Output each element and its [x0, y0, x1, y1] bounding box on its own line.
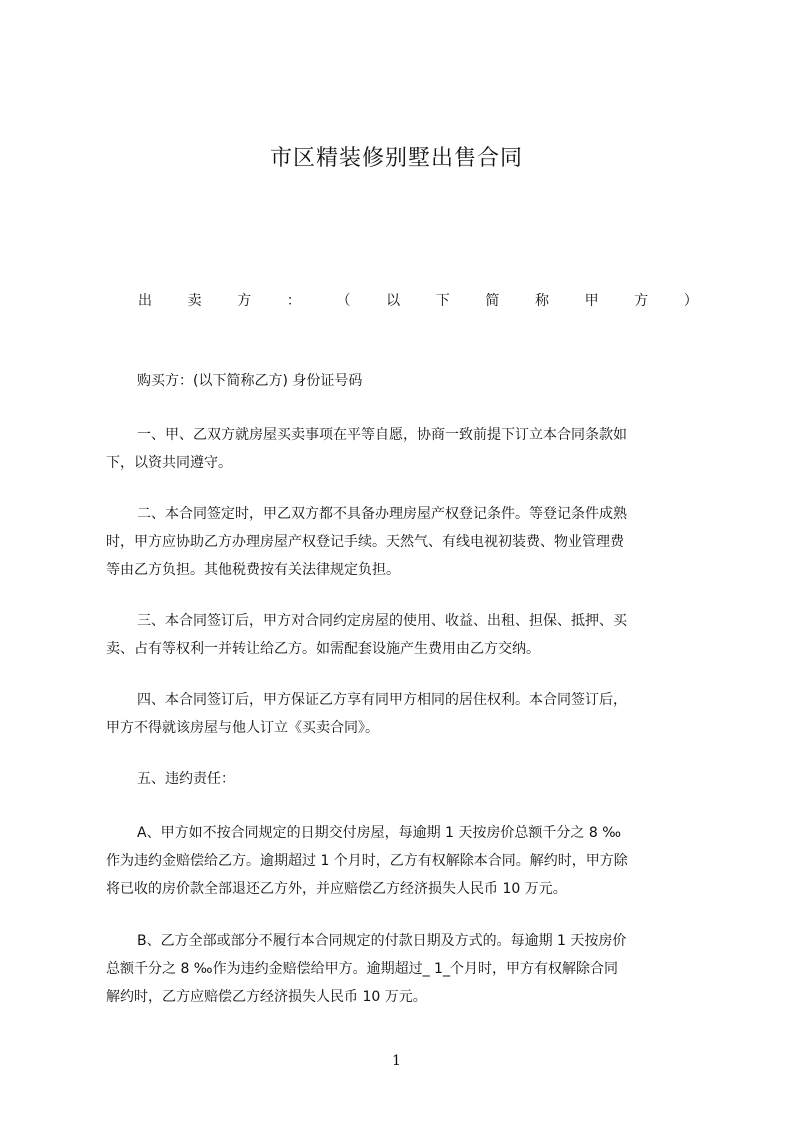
clause-a — [106, 819, 702, 903]
seller-char: ： — [286, 293, 301, 309]
seller-char: 卖 — [187, 293, 202, 309]
page-number: 1 — [392, 1053, 401, 1069]
seller-char: 以 — [386, 293, 401, 309]
clause-line: 一、甲、乙双方就房屋买卖事项在平等自愿，协商一致前提下订立本合同条款如 — [137, 427, 627, 443]
section-heading: 五、违约责任： — [137, 771, 235, 787]
clause-line: 四、本合同签订后，甲方保证乙方享有同甲方相同的居住权利。本合同签订后， — [137, 692, 627, 708]
seller-char: 下 — [435, 293, 450, 309]
seller-char: 方 — [237, 293, 252, 309]
clause-b — [106, 927, 702, 1011]
clause-line: 卖、占有等权利一并转让给乙方。如需配套设施产生费用由乙方交纳。 — [106, 641, 540, 657]
clause-line: 甲方不得就该房屋与他人订立《买卖合同》。 — [106, 720, 379, 736]
seller-char: 出 — [138, 293, 152, 309]
clause-4 — [106, 686, 702, 742]
clause-line: A、甲方如不按合同规定的日期交付房屋，每逾期 1 天按房价总额千分之 8 ‰ — [137, 825, 621, 841]
clause-line: 解约时，乙方应赔偿乙方经济损失人民币 10 万元。 — [106, 989, 427, 1005]
clause-line: B、乙方全部或部分不履行本合同规定的付款日期及方式的。每逾期 1 天按房价 — [137, 933, 627, 949]
clause-line: 将已收的房价款全部退还乙方外，并应赔偿乙方经济损失人民币 10 万元。 — [106, 881, 567, 897]
buyer-line: 购买方：(以下简称乙方) 身份证号码 — [137, 373, 363, 389]
seller-char: 甲 — [584, 293, 599, 309]
clause-2 — [106, 500, 702, 584]
clause-line: 等由乙方负担。其他税费按有关法律规定负担。 — [106, 562, 400, 578]
clause-line: 总额千分之 8 ‰作为违约金赔偿给甲方。逾期超过_ 1_个月时，甲方有权解除合同 — [106, 961, 618, 977]
clause-3 — [106, 607, 702, 663]
seller-char: 方 — [634, 293, 649, 309]
seller-char: ） — [683, 293, 698, 309]
clause-line: 作为违约金赔偿给乙方。逾期超过 1 个月时，乙方有权解除本合同。解约时，甲方除 — [106, 853, 628, 869]
seller-char: （ — [336, 293, 351, 309]
seller-line — [138, 290, 698, 310]
seller-char: 称 — [535, 293, 549, 309]
clause-line: 二、本合同签定时，甲乙双方都不具备办理房屋产权登记条件。等登记条件成熟 — [137, 506, 627, 522]
clause-1 — [106, 421, 702, 477]
clause-line: 下，以资共同遵守。 — [106, 455, 232, 471]
clause-5-heading — [106, 765, 702, 793]
buyer-paragraph — [106, 367, 702, 395]
clause-line: 三、本合同签订后，甲方对合同约定房屋的使用、收益、出租、担保、抵押、买 — [137, 613, 627, 629]
contract-title: 市区精装修别墅出售合同 — [269, 146, 523, 171]
clause-line: 时，甲方应协助乙方办理房屋产权登记手续。天然气、有线电视初装费、物业管理费 — [106, 534, 624, 550]
seller-char: 简 — [485, 293, 500, 309]
